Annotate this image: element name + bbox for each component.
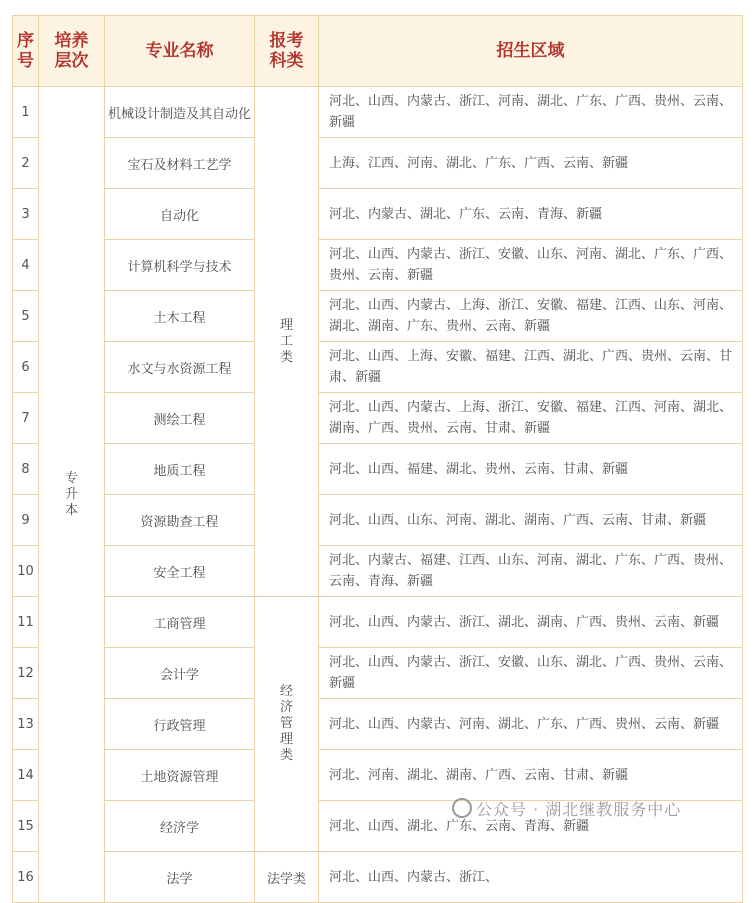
- row-index: 2: [13, 138, 39, 189]
- row-index: 6: [13, 342, 39, 393]
- region-list: 河北、山西、上海、安徽、福建、江西、湖北、广西、贵州、云南、甘肃、新疆: [319, 342, 743, 393]
- major-name: 行政管理: [105, 699, 255, 750]
- table-row: [13, 342, 743, 393]
- row-index: 7: [13, 393, 39, 444]
- header-level: 培养层次: [39, 16, 105, 87]
- major-name: 资源勘查工程: [105, 495, 255, 546]
- region-list: 上海、江西、河南、湖北、广东、广西、云南、新疆: [319, 138, 743, 189]
- header-major: 专业名称: [105, 16, 255, 87]
- table-row: [13, 648, 743, 699]
- row-index: 11: [13, 597, 39, 648]
- row-index: 12: [13, 648, 39, 699]
- major-name: 法学: [105, 852, 255, 903]
- major-name: 机械设计制造及其自动化: [105, 87, 255, 138]
- major-name: 水文与水资源工程: [105, 342, 255, 393]
- region-list: 河北、山西、内蒙古、浙江、: [319, 852, 743, 903]
- row-index: 14: [13, 750, 39, 801]
- row-index: 4: [13, 240, 39, 291]
- row-index: 10: [13, 546, 39, 597]
- header-category: 报考科类: [255, 16, 319, 87]
- table-row: [13, 291, 743, 342]
- region-list: 河北、山西、内蒙古、上海、浙江、安徽、福建、江西、河南、湖北、湖南、广西、贵州、云南、甘肃、新疆: [319, 393, 743, 444]
- region-list: 河北、山西、内蒙古、浙江、河南、湖北、广东、广西、贵州、云南、新疆: [319, 87, 743, 138]
- major-name: 地质工程: [105, 444, 255, 495]
- region-list: 河北、山西、内蒙古、浙江、安徽、山东、湖北、广西、贵州、云南、新疆: [319, 648, 743, 699]
- table-row: [13, 852, 743, 903]
- table-row: [13, 444, 743, 495]
- region-list: 河北、河南、湖北、湖南、广西、云南、甘肃、新疆: [319, 750, 743, 801]
- category-economics: 经济管理类: [255, 597, 319, 852]
- region-list: 河北、内蒙古、福建、江西、山东、河南、湖北、广东、广西、贵州、云南、青海、新疆: [319, 546, 743, 597]
- row-index: 5: [13, 291, 39, 342]
- region-list: 河北、山西、内蒙古、浙江、安徽、山东、河南、湖北、广东、广西、贵州、云南、新疆: [319, 240, 743, 291]
- region-list: 河北、山西、福建、湖北、贵州、云南、甘肃、新疆: [319, 444, 743, 495]
- row-index: 8: [13, 444, 39, 495]
- table-row: [13, 240, 743, 291]
- region-list: 河北、内蒙古、湖北、广东、云南、青海、新疆: [319, 189, 743, 240]
- region-list: 河北、山西、内蒙古、浙江、湖北、湖南、广西、贵州、云南、新疆: [319, 597, 743, 648]
- level-cell: 专升本: [39, 87, 105, 903]
- table-row: [13, 189, 743, 240]
- watermark: [452, 797, 681, 820]
- major-name: 测绘工程: [105, 393, 255, 444]
- major-name: 工商管理: [105, 597, 255, 648]
- major-name: 经济学: [105, 801, 255, 852]
- major-name: 安全工程: [105, 546, 255, 597]
- table-row: [13, 699, 743, 750]
- row-index: 9: [13, 495, 39, 546]
- row-index: 16: [13, 852, 39, 903]
- header-region: 招生区域: [319, 16, 743, 87]
- row-index: 15: [13, 801, 39, 852]
- region-list: 河北、山西、内蒙古、河南、湖北、广东、广西、贵州、云南、新疆: [319, 699, 743, 750]
- region-list: 河北、山西、内蒙古、上海、浙江、安徽、福建、江西、山东、河南、湖北、湖南、广东、贵州、云南、新疆: [319, 291, 743, 342]
- wechat-icon: [452, 798, 472, 818]
- major-name: 土木工程: [105, 291, 255, 342]
- row-index: 13: [13, 699, 39, 750]
- table-row: [13, 138, 743, 189]
- table-header-row: [13, 16, 743, 87]
- major-name: 计算机科学与技术: [105, 240, 255, 291]
- major-name: 宝石及材料工艺学: [105, 138, 255, 189]
- table-row: [13, 597, 743, 648]
- region-list: 河北、山西、山东、河南、湖北、湖南、广西、云南、甘肃、新疆: [319, 495, 743, 546]
- table-row: [13, 546, 743, 597]
- enrollment-table: [12, 15, 743, 903]
- table-row: [13, 393, 743, 444]
- major-name: 自动化: [105, 189, 255, 240]
- region-list: 河北、山西、湖北、广东、云南、青海、新疆: [319, 801, 743, 852]
- table-row: [13, 87, 743, 138]
- table-row: [13, 750, 743, 801]
- header-seq: 序号: [13, 16, 39, 87]
- category-law: 法学类: [255, 852, 319, 903]
- major-name: 会计学: [105, 648, 255, 699]
- row-index: 3: [13, 189, 39, 240]
- category-science: 理工类: [255, 87, 319, 597]
- major-name: 土地资源管理: [105, 750, 255, 801]
- table-row: [13, 495, 743, 546]
- watermark-text: 公众号 · 湖北继教服务中心: [476, 800, 682, 819]
- row-index: 1: [13, 87, 39, 138]
